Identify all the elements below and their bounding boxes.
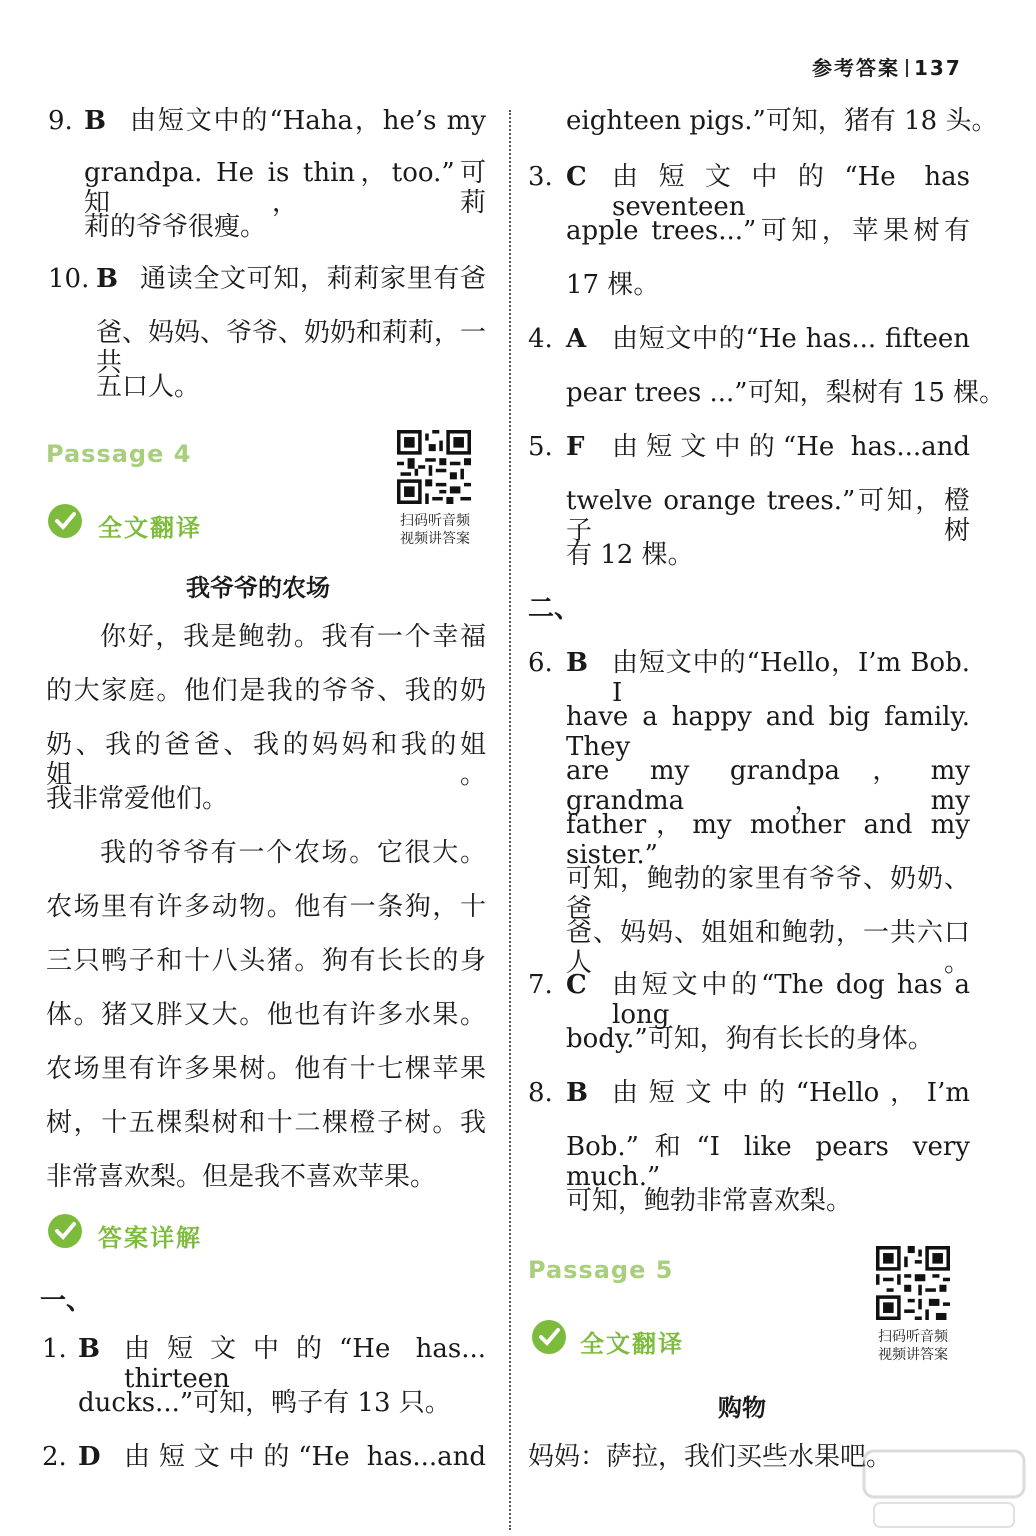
q8-number: 8. [528,1078,553,1108]
q8-line: 由短文中的“Hello，I’m [612,1078,970,1108]
q3-line: apple trees...”可知，苹果树有 [566,216,970,246]
q6-line: 由短文中的“Hello，I’m Bob. I [612,648,970,708]
page-number: 137 [914,56,962,80]
q1-number: 1. [42,1334,67,1364]
q8-line: 可知，鲍勃非常喜欢梨。 [566,1186,853,1216]
explain-label: 答案详解 [98,1224,202,1252]
watermark-logo-icon [860,1445,1028,1533]
q10-answer: B [96,264,118,294]
qr-caption-line: 扫码听音频 [400,513,470,529]
q7-answer: C [566,970,587,1000]
qr-caption [858,1328,968,1364]
q9-line: 莉的爷爷很瘦。 [84,212,267,242]
passage-4-title: Passage 4 [46,440,192,468]
qr-code-icon[interactable] [876,1246,950,1320]
q6-line: father，my mother and my sister.” [566,810,970,870]
q2-line: 由短文中的“He has...and [124,1442,486,1472]
q5-line: twelve orange trees.”可知，橙子树 [566,486,970,546]
q4-line: 由短文中的“He has... fifteen [612,324,970,354]
check-icon [48,1214,82,1248]
translation-label: 全文翻译 [98,514,202,542]
story-line: 三只鸭子和十八头猪。狗有长长的身 [46,946,486,976]
q6-line: have a happy and big family. They [566,702,970,762]
story-line: 体。猪又胖又大。他也有许多水果。 [46,1000,486,1030]
q7-line: 由短文中的“The dog has a long [612,970,970,1030]
q3-answer: C [566,162,587,192]
q6-number: 6. [528,648,553,678]
q9-line: 由短文中的“Haha，he’s my [130,106,486,136]
q1-answer: B [78,1334,100,1364]
q2-continued: eighteen pigs.”可知，猪有 18 头。 [566,106,998,136]
q9-answer: B [84,106,106,136]
q10-line: 通读全文可知，莉莉家里有爸 [140,264,486,294]
check-icon [532,1320,566,1354]
header-divider [906,59,908,77]
dialog-line: 妈妈：萨拉，我们买些水果吧。 [528,1442,893,1472]
translation-label: 全文翻译 [580,1330,684,1358]
story-line: 非常喜欢梨。但是我不喜欢苹果。 [46,1162,437,1192]
q10-number: 10. [48,264,90,294]
q10-line: 爸、妈妈、爷爷、奶奶和莉莉，一共 [96,318,487,378]
qr-caption [380,512,490,548]
story-line: 树，十五棵梨树和十二棵橙子树。我 [46,1108,486,1138]
q1-line: 由短文中的“He has... thirteen [124,1334,486,1394]
q2-answer: D [78,1442,101,1472]
q5-answer: F [566,432,585,462]
q3-line: 由短文中的“He has seventeen [612,162,970,222]
story-line: 奶、我的爸爸、我的妈妈和我的姐姐。 [46,730,486,790]
qr-code-icon[interactable] [397,430,471,504]
story-line: 你好，我是鲍勃。我有一个幸福 [100,622,486,652]
q5-line: 有 12 棵。 [566,540,694,570]
q7-line: body.”可知，狗有长长的身体。 [566,1024,934,1054]
story-title: 购物 [718,1394,766,1422]
q6-line: 爸、妈妈、姐姐和鲍勃，一共六口人。 [566,918,970,978]
story-title: 我爷爷的农场 [186,574,330,602]
story-line: 的大家庭。他们是我的爷爷、我的奶 [46,676,486,706]
q6-line: are my grandpa，my grandma，my [566,756,970,816]
story-line: 农场里有许多果树。他有十七棵苹果 [46,1054,486,1084]
section-1-heading: 一、 [40,1286,93,1316]
q10-line: 五口人。 [96,372,201,402]
story-line: 农场里有许多动物。他有一条狗，十 [46,892,486,922]
q9-line: grandpa. He is thin，too.”可知，莉 [84,158,486,218]
section-2-heading: 二、 [528,594,581,624]
q4-line: pear trees ...”可知，梨树有 15 棵。 [566,378,1006,408]
header-label: 参考答案 [812,56,900,80]
q3-line: 17 棵。 [566,270,660,300]
q3-number: 3. [528,162,553,192]
check-icon [48,504,82,538]
q4-number: 4. [528,324,553,354]
q5-line: 由短文中的“He has...and [612,432,970,462]
q8-line: Bob.”和“I like pears very much.” [566,1132,970,1192]
qr-caption-line: 视频讲答案 [878,1347,948,1363]
q7-number: 7. [528,970,553,1000]
passage-5-title: Passage 5 [528,1256,674,1284]
story-line: 我的爷爷有一个农场。它很大。 [100,838,486,868]
page-header [812,52,962,81]
story-line: 我非常爱他们。 [46,784,229,814]
qr-caption-line: 视频讲答案 [400,531,470,547]
q8-answer: B [566,1078,588,1108]
q5-number: 5. [528,432,553,462]
q1-line: ducks...”可知，鸭子有 13 只。 [78,1388,451,1418]
q2-number: 2. [42,1442,67,1472]
qr-caption-line: 扫码听音频 [878,1329,948,1345]
q6-answer: B [566,648,588,678]
column-divider [509,110,511,1530]
q6-line: 可知，鲍勃的家里有爷爷、奶奶、爸 [566,864,970,924]
q4-answer: A [566,324,587,354]
q9-number: 9. [48,106,73,136]
